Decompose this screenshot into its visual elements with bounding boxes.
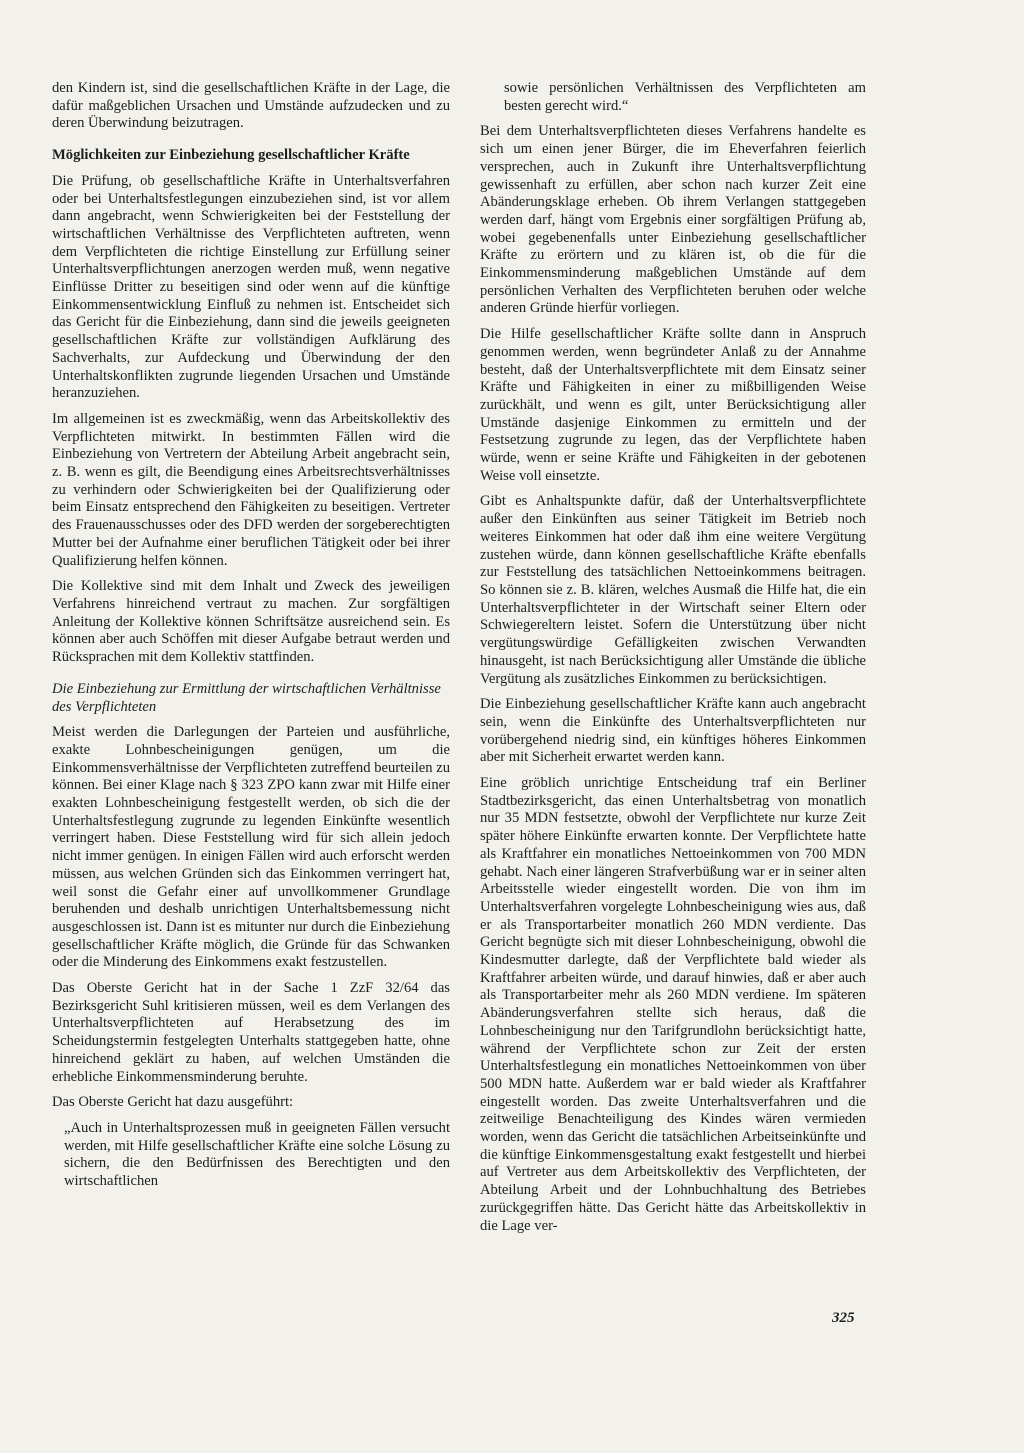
paragraph: Im allgemeinen ist es zweckmäßig, wenn das Arbeitskollektiv des Verpflichteten mitwirkt. In bestimmten Fällen wird die Einbeziehung von Vertretern der Abteilung Arbeit angebracht sein, z. B. wenn es gilt, die Beendigung eines Arbeitsrechtsverhältnisses zu verhindern oder Schwierigkeiten bei der Qualifizierung oder beim Einsatz entsprechend den Fähigkeiten zu beseitigen. Vertreter des Frauenausschusses oder des DFD werden der sorgeberechtigten Mutter bei der Aufnahme einer beruflichen Tätigkeit oder bei ihrer Qualifizierung helfen können.: [52, 410, 450, 569]
paragraph: Gibt es Anhaltspunkte dafür, daß der Unterhaltsverpflichtete außer den Einkünften aus seiner Tätigkeit im Betrieb noch weiteres Einkommen hat oder daß ihm eine weitere Vergütung zustehen würde, dann können gesellschaftliche Kräfte ebenfalls zur Feststellung des tatsächlichen Nettoeinkommens beitragen. So können sie z. B. klären, welches Ausmaß die Hilfe hat, die ein Unterhaltsverpflichteter in der Wirtschaft seiner Eltern oder Schwiegereltern leistet. Sofern die Unterstützung über nicht vergütungswürdige Gefälligkeiten zwischen Verwandten hinausgeht, ist nach Berücksichtigung aller Umstände die übliche Vergütung als zusätzliches Einkommen zu berücksichtigen.: [480, 493, 866, 687]
right-column: [480, 80, 866, 1243]
paragraph: Die Hilfe gesellschaftlicher Kräfte sollte dann in Anspruch genommen werden, wenn begründeter Anlaß zu der Annahme besteht, daß der Unterhaltsverpflichtete mit dem Einsatz seiner Kräfte und Fähigkeiten in einer zu mißbilligenden Weise zurückhält, und wenn es gilt, unter Berücksichtigung aller Umstände dasjenige Einkommen zu ermitteln und der Festsetzung zugrunde zu legen, das der Verpflichtete haben würde, wenn er seine Kräfte und Fähigkeiten in der gebotenen Weise voll einsetzte.: [480, 326, 866, 484]
paragraph: Bei dem Unterhaltsverpflichteten dieses Verfahrens handelte es sich um einen jener Bürger, die im Eheverfahren feierlich versprechen, auch in Zukunft ihre Unterhaltsverpflichtung gewissenhaft zu erfüllen, aber schon nach kurzer Zeit eine Abänderungsklage erheben. Ob ihrem Verlangen stattgegeben werden darf, hängt vom Ergebnis einer sorgfältigen Prüfung ab, wobei gegebenenfalls unter Einbeziehung gesellschaftlicher Kräfte zu erörtern und zu klären ist, ob die für die Einkommensminderung maßgeblichen Umstände auf dem persönlichen Verhalten des Verpflichteten beruhen oder welche anderen Gründe hierfür vorliegen.: [480, 123, 866, 317]
paragraph: Das Oberste Gericht hat in der Sache 1 ZzF 32/64 das Bezirksgericht Suhl kritisieren müssen, weil es dem Verlangen des Unterhaltsverpflichteten auf Herabsetzung des im Scheidungstermin festgelegten Unterhalts stattgegeben hatte, ohne hinreichend geklärt zu haben, auf welchen Umständen die erhebliche Einkommensminderung beruhte.: [52, 980, 450, 1085]
paragraph: den Kindern ist, sind die gesellschaftlichen Kräfte in der Lage, die dafür maßgeblichen Ursachen und Umstände aufzudecken und zu deren Überwindung beizutragen.: [52, 80, 450, 132]
paragraph: Die Prüfung, ob gesellschaftliche Kräfte in Unterhaltsverfahren oder bei Unterhaltsfestlegungen einzubeziehen sind, ist vor allem dann angebracht, wenn Schwierigkeiten bei der Feststellung der wirtschaftlichen Verhältnisse des Verpflichteten auftreten, wenn dem Verpflichteten die richtige Einstellung zur Erfüllung seiner Unterhaltsverpflichtungen anerzogen werden muß, wenn negative Einflüsse Dritter zu beseitigen sind oder wenn auf die künftige Einkommensentwicklung Einfluß zu nehmen ist. Entscheidet sich das Gericht für die Einbeziehung, dann sind die jeweils geeigneten gesellschaftlichen Kräfte zur vollständigen Aufklärung des Sachverhalts, zur Aufdeckung und Überwindung der den Unterhaltskonflikten zugrunde liegenden Ursachen und Umstände heranzuziehen.: [52, 172, 450, 402]
section-heading: Möglichkeiten zur Einbeziehung gesellschaftlicher Kräfte: [52, 147, 410, 164]
section-subheading: Die Einbeziehung zur Ermittlung der wirtschaftlichen Verhältnisse des Verpflichteten: [52, 680, 441, 715]
paragraph: Das Oberste Gericht hat dazu ausgeführt:: [52, 1094, 294, 1111]
paragraph: Eine gröblich unrichtige Entscheidung traf ein Berliner Stadtbezirksgericht, das einen Unterhaltsbetrag von monatlich nur 35 MDN festsetzte, obwohl der Verpflichtete nur kurze Zeit später höhere Einkünfte erwarten konnte. Der Verpflichtete hatte als Kraftfahrer ein monatliches Nettoeinkommen von 700 MDN gehabt. Nach einer längeren Strafverbüßung war er in seiner alten Arbeitsstelle wieder eingestellt worden. Die von ihm im Unterhaltsverfahren vorgelegte Lohnbescheinigung wies aus, daß er als Transportarbeiter monatlich 260 MDN verdiente. Das Gericht begnügte sich mit dieser Lohnbescheinigung, obwohl die Kindesmutter darlegte, daß der Verpflichtete bald wieder als Kraftfahrer arbeiten würde, und darauf hinwies, daß er aber auch als Transportarbeiter mehr als 260 MDN verdiene. Im späteren Abänderungsverfahren stellte sich heraus, daß die Lohnbescheinigung nur den Tarifgrundlohn berücksichtigt hatte, während der Verpflichtete schon zur Zeit der ersten Unterhaltsfestlegung ein monatliches Nettoeinkommen von über 500 MDN hatte. Außerdem war er bald wieder als Kraftfahrer eingestellt worden. Das zweite Unterhaltsverfahren und die zeitweilige Benachteiligung des Kindes wären vermieden worden, wenn das Gericht die tatsächlichen Arbeitseinkünfte und die künftige Einkommensgestaltung exakt festgestellt und hierbei auf Vertreter aus dem Arbeitskollektiv des Verpflichteten, der Abteilung Arbeit und der Lohnbuchhaltung des Betriebes zurückgegriffen hätte. Das Gericht hätte das Arbeitskollektiv in die Lage ver-: [480, 775, 866, 1234]
block-quote: „Auch in Unterhaltsprozessen muß in geeigneten Fällen versucht werden, mit Hilfe gesellschaftlicher Kräfte eine solche Lösung zu sichern, die den Bedürfnissen des Berechtigten und den wirtschaftlichen: [64, 1119, 450, 1190]
paragraph: Die Einbeziehung gesellschaftlicher Kräfte kann auch angebracht sein, wenn die Einkünfte des Unterhaltsverpflichteten nur vorübergehend niedrig sind, ein künftiges höheres Einkommen aber mit Sicherheit erwartet werden kann.: [480, 696, 866, 766]
left-column: [52, 80, 450, 1199]
page-number: 325: [832, 1310, 855, 1326]
block-quote-continued: sowie persönlichen Verhältnissen des Verpflichteten am besten gerecht wird.“: [504, 80, 866, 114]
paragraph: Meist werden die Darlegungen der Parteien und ausführliche, exakte Lohnbescheinigungen genügen, um die Einkommensverhältnisse der Verpflichteten zutreffend beurteilen zu können. Bei einer Klage nach § 323 ZPO kann zwar mit Hilfe einer exakten Lohnbescheinigung festgestellt werden, ob sich die der Unterhaltsfestlegung zugrunde zu legenden Einkünfte wesentlich verringert haben. Diese Feststellung wird für sich allein jedoch nicht immer genügen. In einigen Fällen wird auch erforscht werden müssen, aus welchen Gründen sich das Einkommen verringert hat, weil sonst die Gefahr einer auf unvollkommener Grundlage beruhenden und deshalb unrichtigen Unterhaltsbemessung nicht ausgeschlossen ist. Dann ist es mitunter nur durch die Einbeziehung gesellschaftlicher Kräfte möglich, die Gründe für das Schwanken oder die Minderung des Einkommens exakt festzustellen.: [52, 724, 450, 971]
paragraph: Die Kollektive sind mit dem Inhalt und Zweck des jeweiligen Verfahrens hinreichend vertraut zu machen. Zur sorgfältigen Anleitung der Kollektive können Schriftsätze ausreichend sein. Es können aber auch Schöffen mit dieser Aufgabe betraut werden und Rücksprachen mit dem Kollektiv stattfinden.: [52, 578, 450, 666]
